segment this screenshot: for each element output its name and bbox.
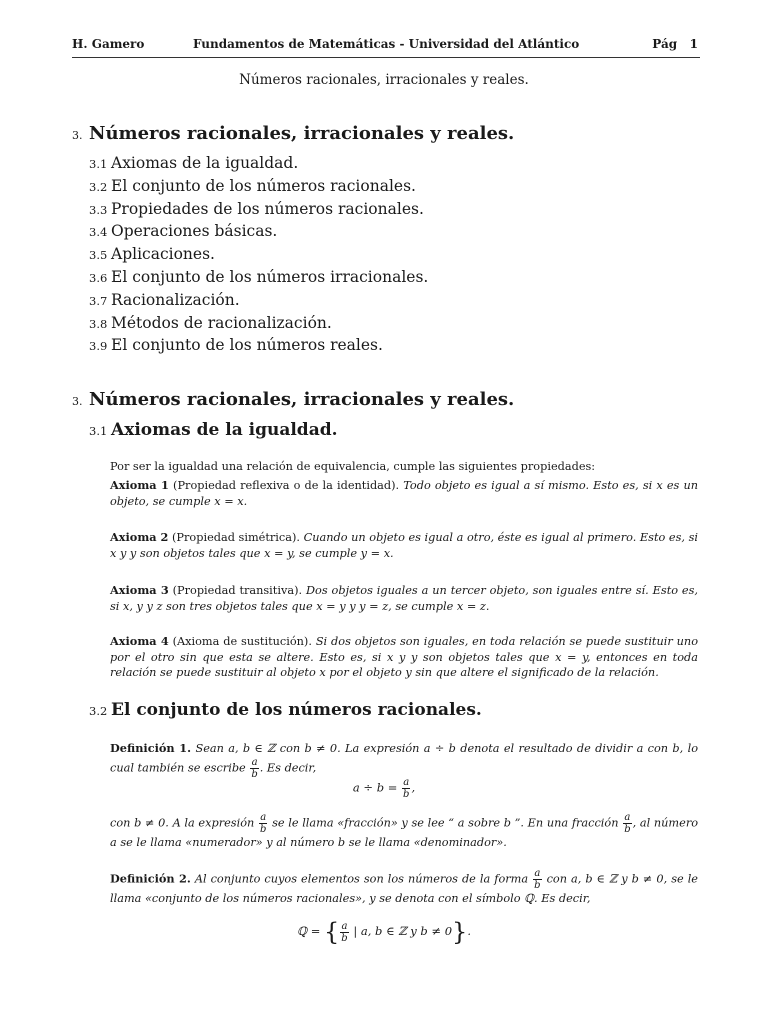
axiom-2: Axioma 2 (Propiedad simétrica). Cuando un objeto es igual a otro, éste es igual al primero. Esto es, si x y y son objetos tales que x = y, se cumple y = x. xyxy=(110,530,698,560)
toc-section-number: 3. xyxy=(72,129,83,142)
header-author: H. Gamero xyxy=(72,37,145,51)
definition-1: Definición 1. Sean a, b ∈ ℤ con b ≠ 0. La expresión a ÷ b denota el resultado de dividir a con b, lo cual también se escribe $\frac{a}{b}$ . Es decir, xyxy=(110,741,698,780)
definition-1-continued: con b ≠ 0. A la expresión $\frac{a}{b}$ se le llama «fracción» y se lee “ a sobre b ”. En una fracción $\frac{a}{b}$ , al número a se le llama «numerador» y al número b se le llama «denominador». xyxy=(110,812,699,849)
section-title: Números racionales, irracionales y reales. xyxy=(89,389,515,410)
axiom-3: Axioma 3 (Propiedad transitiva). Dos objetos iguales a un tercer objeto, son iguales entre sí. Esto es, si x, y y z son tres objetos tales que x = y y y = z, se cumple x = z. xyxy=(110,583,699,613)
left-brace: { xyxy=(323,918,340,946)
toc-item: 3.5 Aplicaciones. xyxy=(89,245,215,264)
toc-item: 3.8 Métodos de racionalización. xyxy=(89,313,332,332)
axiom-1: Axioma 1 (Propiedad reflexiva o de la identidad). Todo objeto es igual a sí mismo. Esto es, si x es un objeto, se cumple x = x. xyxy=(110,478,698,508)
toc-item: 3.3 Propiedades de los números racionales. xyxy=(89,199,424,218)
equation-rational-set: ℚ = { $\frac{a}{b}$ | a, b ∈ ℤ y b ≠ 0}. xyxy=(297,918,471,946)
toc-item: 3.6 El conjunto de los números irracionales. xyxy=(89,267,429,286)
axiom-4: Axioma 4 (Axioma de sustitución). Si dos objetos son iguales, en toda relación se puede sustituir uno por el otro sin que esta se altere. Esto es, si x y y son objetos tales que x = y, entonces en toda relación se puede sustituir al objeto x por el objeto y sin que altere el significado de la relación. xyxy=(110,634,698,679)
section-number: 3. xyxy=(72,395,83,408)
header-course: Fundamentos de Matemáticas - Universidad del Atlántico xyxy=(193,37,580,51)
subsection-heading-3-1: 3.1 Axiomas de la igualdad. xyxy=(89,420,338,440)
equation-division: a ÷ b = $\frac{a}{b}$ , xyxy=(352,777,416,800)
header-page-number: Pág 1 xyxy=(652,37,698,51)
document-subtitle: Números racionales, irracionales y reales. xyxy=(239,72,529,88)
definition-2: Definición 2. Al conjunto cuyos elementos son los números de la forma $\frac{a}{b}$ con a, b ∈ ℤ y b ≠ 0, se le llama «conjunto de los números racionales», y se denota con el símbolo ℚ. Es decir, xyxy=(110,868,698,905)
toc-item: 3.2 El conjunto de los números racionales. xyxy=(89,176,416,195)
toc-section-heading xyxy=(72,123,514,144)
toc-item: 3.9 El conjunto de los números reales. xyxy=(89,336,383,355)
right-brace: } xyxy=(452,918,468,946)
table-of-contents xyxy=(89,152,428,357)
subsection-heading-3-2: 3.2 El conjunto de los números racionales. xyxy=(89,700,482,720)
toc-item: 3.7 Racionalización. xyxy=(89,290,240,309)
toc-item: 3.1 Axiomas de la igualdad. xyxy=(89,154,299,172)
intro-paragraph: Por ser la igualdad una relación de equivalencia, cumple las siguientes propiedades: xyxy=(110,460,596,473)
toc-section-title: Números racionales, irracionales y reales. xyxy=(89,123,515,144)
section-heading xyxy=(72,389,514,410)
toc-item: 3.4 Operaciones básicas. xyxy=(89,222,278,241)
fraction-a-over-b: $\frac{a}{b}$ xyxy=(251,756,258,780)
header-rule xyxy=(72,57,700,58)
